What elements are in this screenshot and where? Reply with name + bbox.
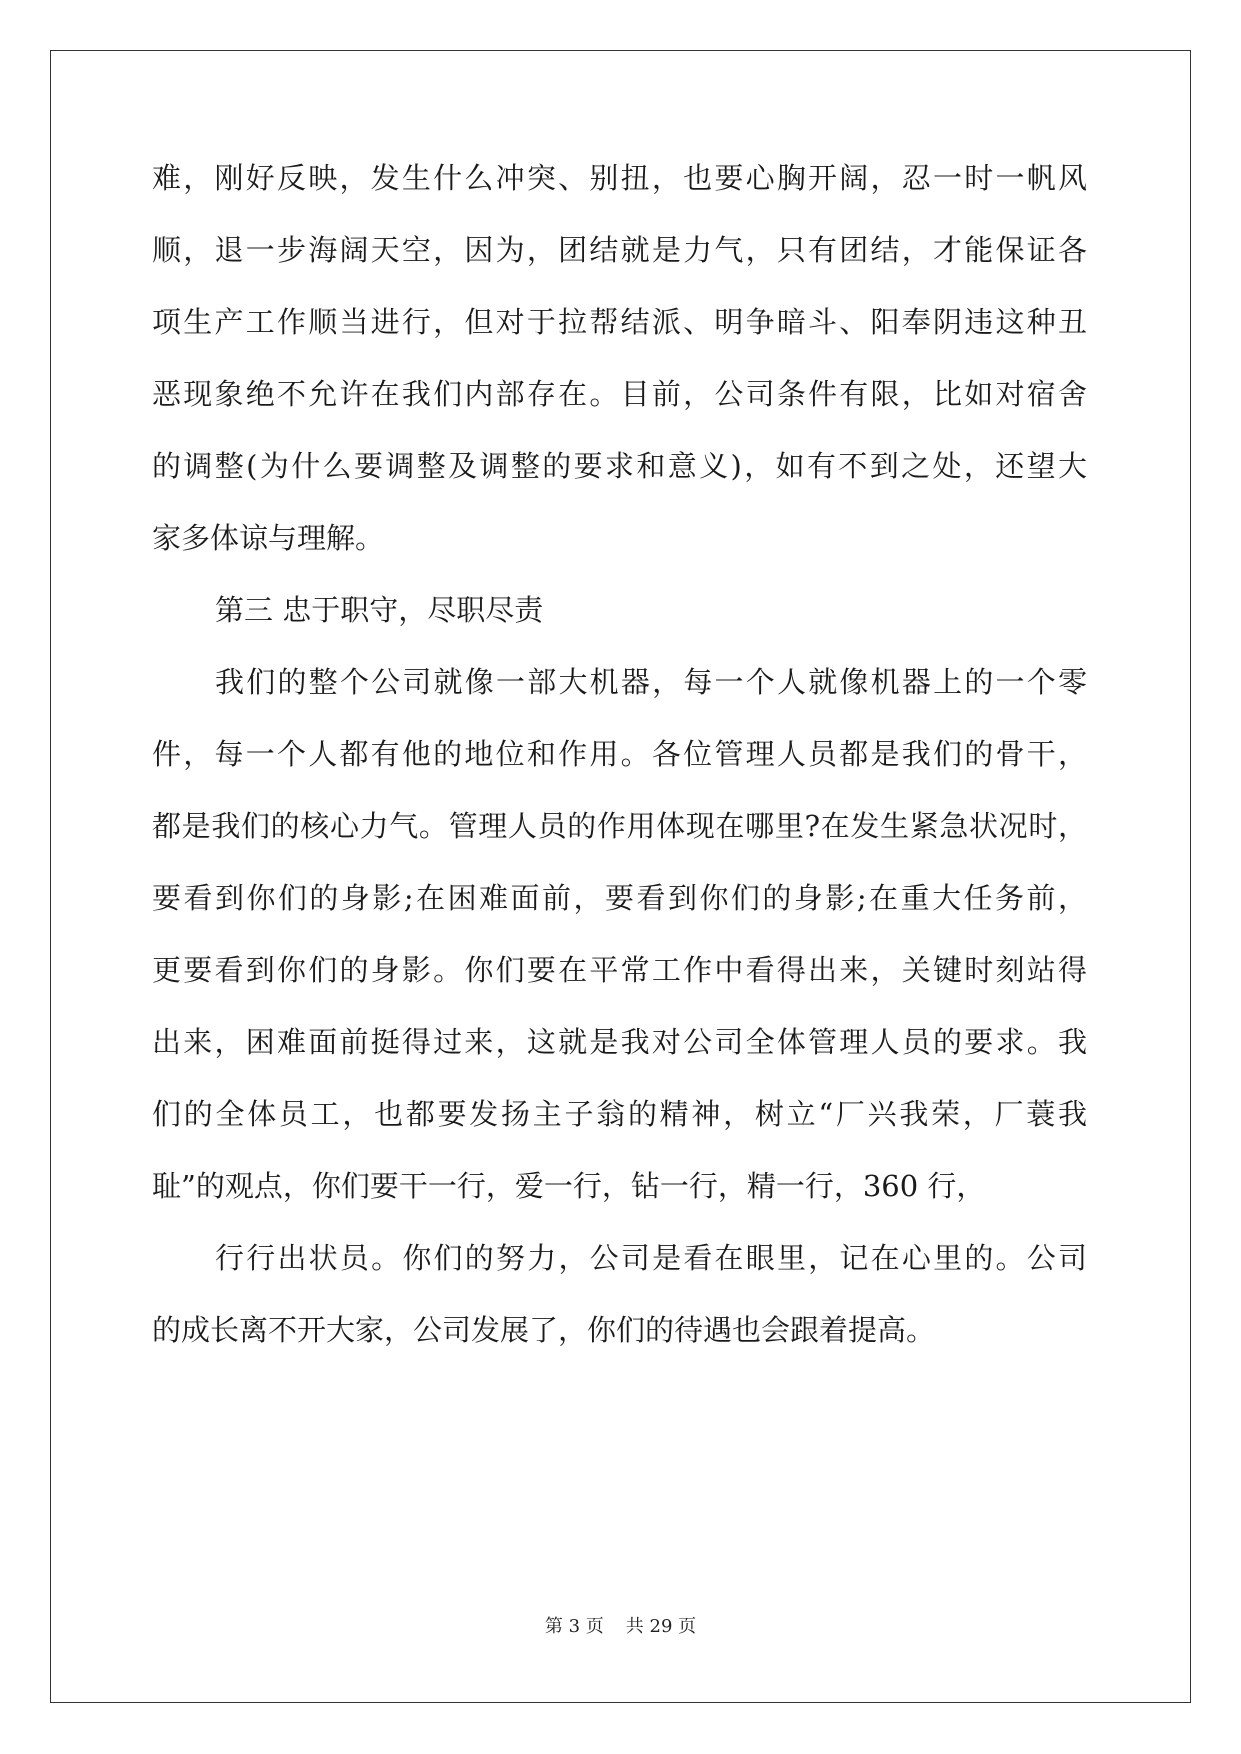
text-line-12: 更要看到你们的身影。你们要在平常工作中看得出来，关键时刻站得 [152, 953, 1087, 987]
current-page-number: 第 3 页 [544, 1616, 604, 1637]
text-line-2: 顺，退一步海阔天空，因为，团结就是力气，只有团结，才能保证各 [152, 233, 1087, 267]
text-line-3: 项生产工作顺当进行，但对于拉帮结派、明争暗斗、阳奉阴违这种丑 [152, 305, 1087, 339]
text-line-13: 出来，困难面前挺得过来，这就是我对公司全体管理人员的要求。我 [152, 1025, 1087, 1059]
text-line-4: 恶现象绝不允许在我们内部存在。目前，公司条件有限，比如对宿舍 [152, 377, 1087, 411]
text-line-5: 的调整(为什么要调整及调整的要求和意义)，如有不到之处，还望大 [152, 449, 1087, 483]
text-line-15: 耻”的观点，你们要干一行，爱一行，钻一行，精一行，360 行， [152, 1169, 986, 1203]
text-line-17: 的成长离不开大家，公司发展了，你们的待遇也会跟着提高。 [152, 1313, 936, 1347]
text-line-9: 件，每一个人都有他的地位和作用。各位管理人员都是我们的骨干， [152, 737, 1087, 771]
text-line-16: 行行出状员。你们的努力，公司是看在眼里，记在心里的。公司 [215, 1241, 1087, 1275]
text-line-8: 我们的整个公司就像一部大机器，每一个人就像机器上的一个零 [215, 665, 1087, 699]
total-page-count: 共 29 页 [625, 1616, 697, 1637]
text-line-11: 要看到你们的身影;在困难面前，要看到你们的身影;在重大任务前， [152, 881, 1087, 915]
page-footer [0, 1612, 1241, 1638]
text-line-1: 难，刚好反映，发生什么冲突、别扭，也要心胸开阔，忍一时一帆风 [152, 161, 1087, 195]
text-line-10: 都是我们的核心力气。管理人员的作用体现在哪里?在发生紧急状况时， [152, 809, 1087, 843]
section-heading: 第三 忠于职守，尽职尽责 [215, 593, 544, 627]
document-body [152, 158, 1087, 1382]
text-line-6: 家多体谅与理解。 [152, 521, 385, 555]
text-line-14: 们的全体员工，也都要发扬主子翁的精神，树立“厂兴我荣，厂蓑我 [152, 1097, 1087, 1131]
